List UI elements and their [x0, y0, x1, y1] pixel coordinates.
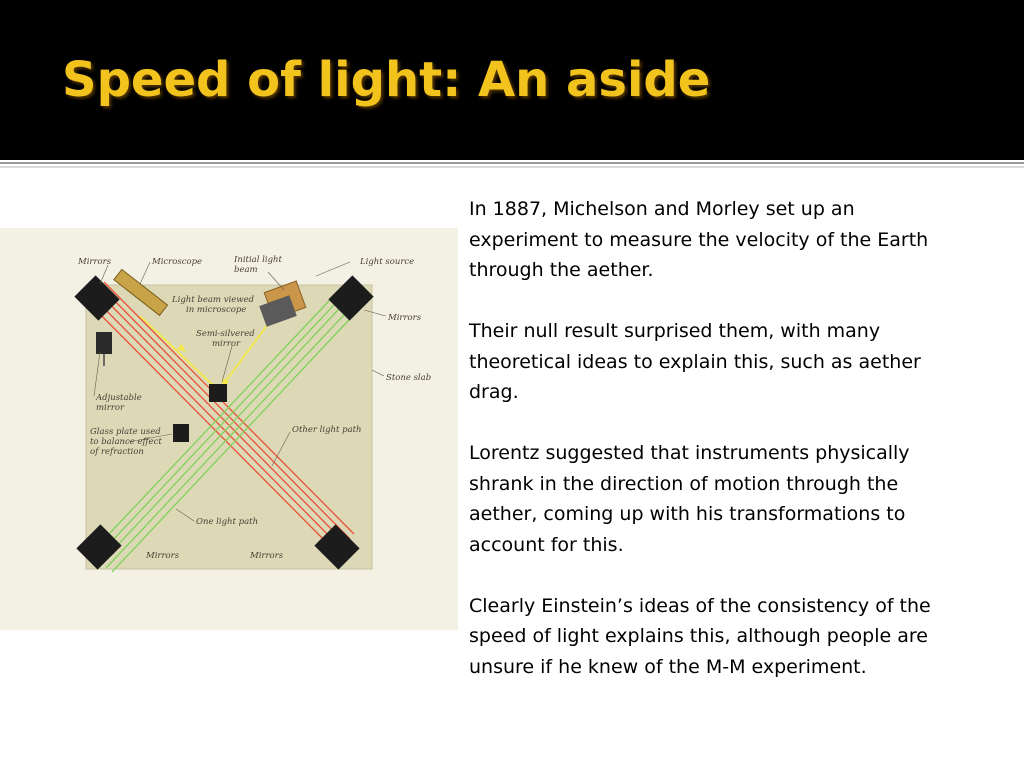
paragraph: In 1887, Michelson and Morley set up an experiment to measure the velocity of the Earth through the aether. — [469, 198, 929, 281]
adjustable-mirror — [96, 332, 112, 354]
semi-silvered-mirror — [209, 384, 227, 402]
label-glass-plate-1: Glass plate used — [90, 427, 161, 437]
label-one-light-path: One light path — [196, 517, 259, 527]
michelson-morley-diagram — [0, 228, 458, 630]
slide-title: Speed of light: An aside — [62, 52, 711, 108]
label-glass-plate-2: to balance effect — [90, 437, 162, 447]
paragraph: Lorentz suggested that instruments physically shrank in the direction of motion through the aether, coming up with his transformations to account for this. — [469, 442, 910, 556]
label-mirrors-top-left: Mirrors — [78, 257, 112, 267]
label-semi-silvered-1: Semi-silvered — [196, 329, 255, 339]
paragraph: Their null result surprised them, with many theoretical ideas to explain this, such as aether drag. — [469, 320, 921, 403]
label-mirrors-bottom-right: Mirrors — [250, 551, 284, 561]
label-other-light-path: Other light path — [292, 425, 362, 435]
title-divider — [0, 162, 1024, 164]
label-semi-silvered-2: mirror — [212, 339, 241, 349]
label-beam-viewed-1: Light beam viewed — [172, 295, 254, 305]
label-glass-plate-3: of refraction — [90, 447, 144, 457]
label-mirrors-bottom-left: Mirrors — [146, 551, 180, 561]
title-divider-light — [0, 166, 1024, 168]
label-light-source: Light source — [360, 257, 415, 267]
label-adjustable-2: mirror — [96, 403, 125, 413]
label-adjustable-1: Adjustable — [96, 393, 142, 403]
slide-body — [469, 194, 969, 713]
glass-plate — [173, 424, 189, 442]
label-initial-light-1: Initial light — [234, 255, 282, 265]
paragraph: Clearly Einstein’s ideas of the consistency of the speed of light explains this, although people are unsure if he knew of the M-M experiment. — [469, 594, 931, 678]
diagram-svg — [0, 228, 458, 630]
label-microscope: Microscope — [152, 257, 203, 267]
label-mirrors-right: Mirrors — [388, 313, 422, 323]
label-beam-viewed-2: in microscope — [186, 305, 247, 315]
title-bar — [0, 0, 1024, 160]
label-initial-light-2: beam — [234, 265, 258, 275]
label-stone-slab: Stone slab — [386, 373, 432, 383]
